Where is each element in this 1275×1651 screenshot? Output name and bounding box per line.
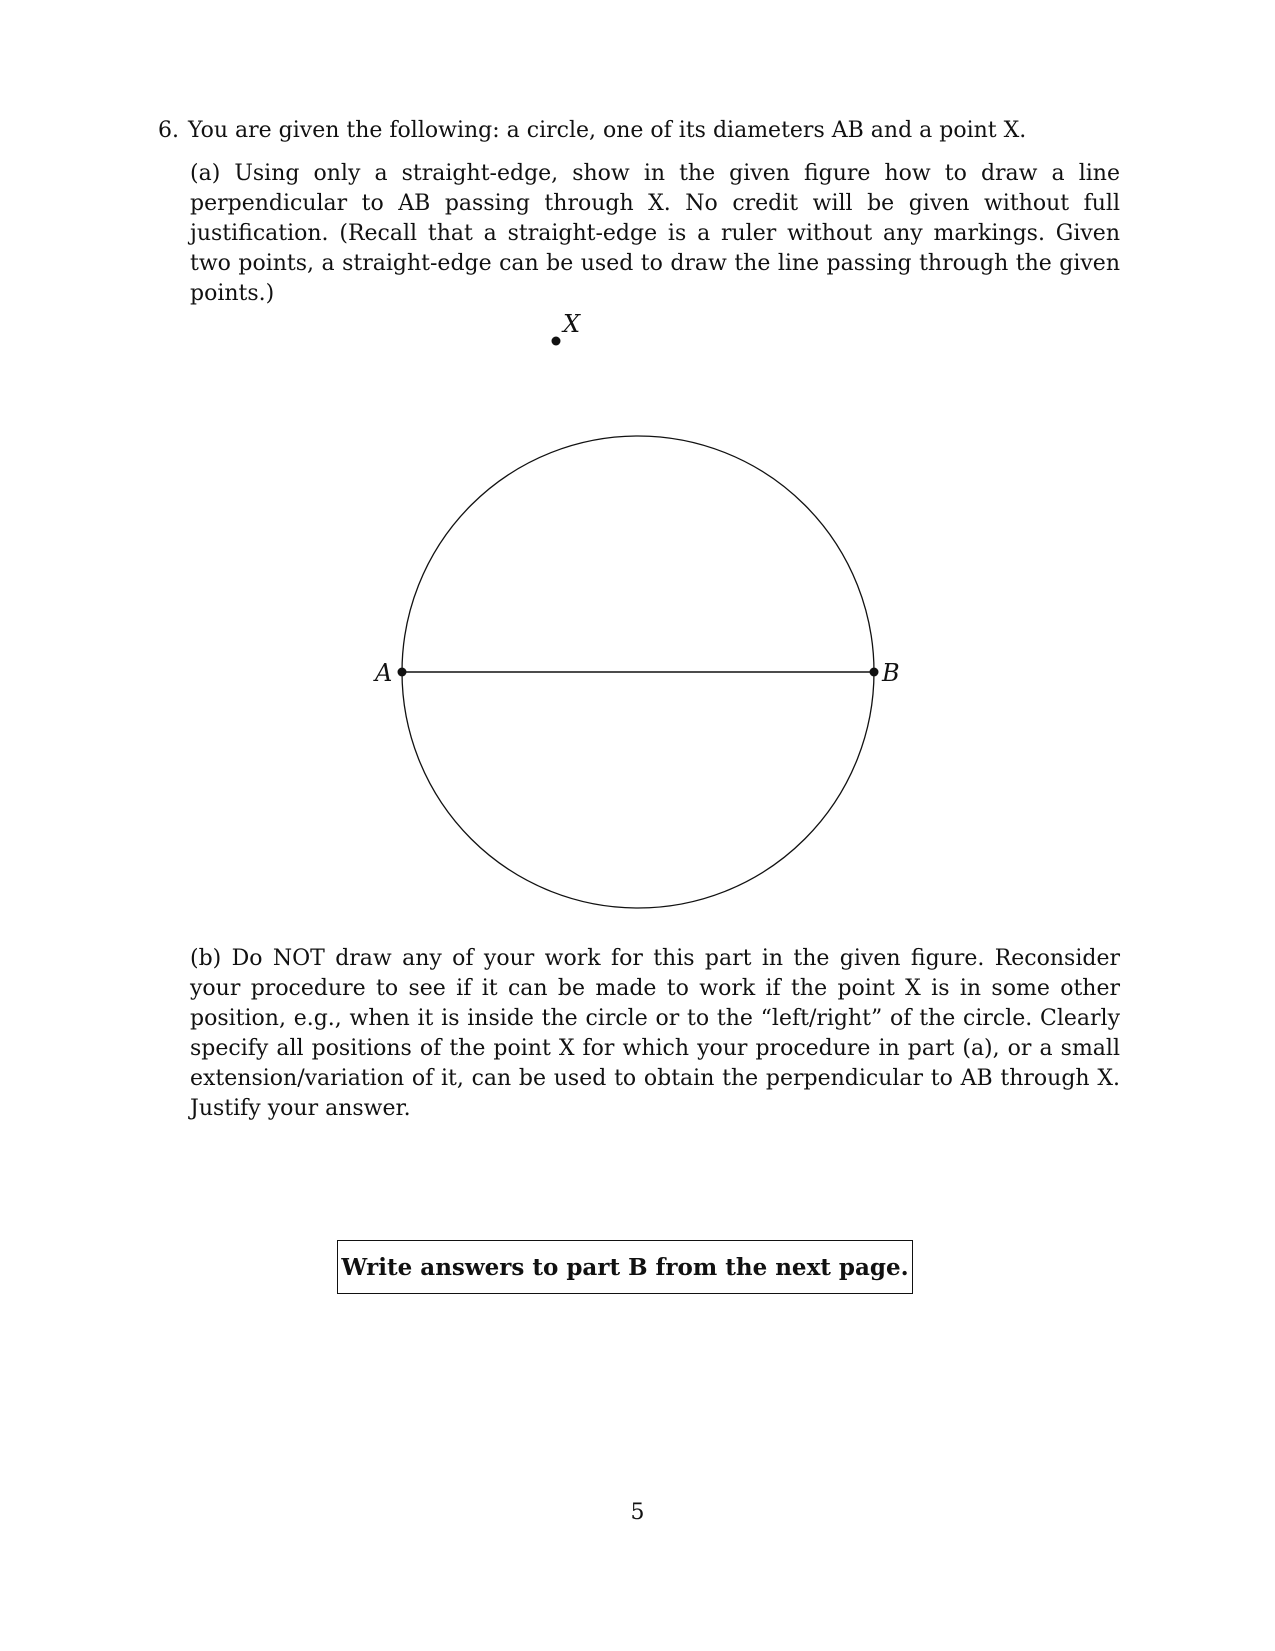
label-x: X bbox=[563, 310, 581, 338]
answer-instruction-text: Write answers to part B from the next page. bbox=[341, 1253, 909, 1281]
point-a bbox=[398, 668, 407, 677]
point-b bbox=[870, 668, 879, 677]
label-b: B bbox=[882, 659, 900, 687]
answer-instruction-box bbox=[337, 1240, 913, 1294]
question-number: 6. bbox=[158, 118, 179, 143]
part-b-text: (b) Do NOT draw any of your work for this part in the given figure. Reconsider your procedure to see if it can be made to work if the point X is in some other position, e.g., when it is inside the circle or to the “left/right” of the circle. Clearly specify all positions of the point X for which your procedure in part (a), or a small extension/variation of it, can be used to obtain the perpendicular to AB through X. Justify your answer. bbox=[190, 946, 1120, 1121]
question-stem: You are given the following: a circle, one of its diameters AB and a point X. bbox=[188, 118, 1027, 143]
label-a: A bbox=[375, 659, 393, 687]
point-x bbox=[552, 337, 561, 346]
page-number: 5 bbox=[630, 1500, 645, 1525]
part-a-text: (a) Using only a straight-edge, show in the given figure how to draw a line perpendicular to AB passing through X. No credit will be given without full justification. (Recall that a straight-edge is a ruler without any markings. Given two points, a straight-edge can be used to draw the line passing through the given points.) bbox=[190, 161, 1120, 306]
